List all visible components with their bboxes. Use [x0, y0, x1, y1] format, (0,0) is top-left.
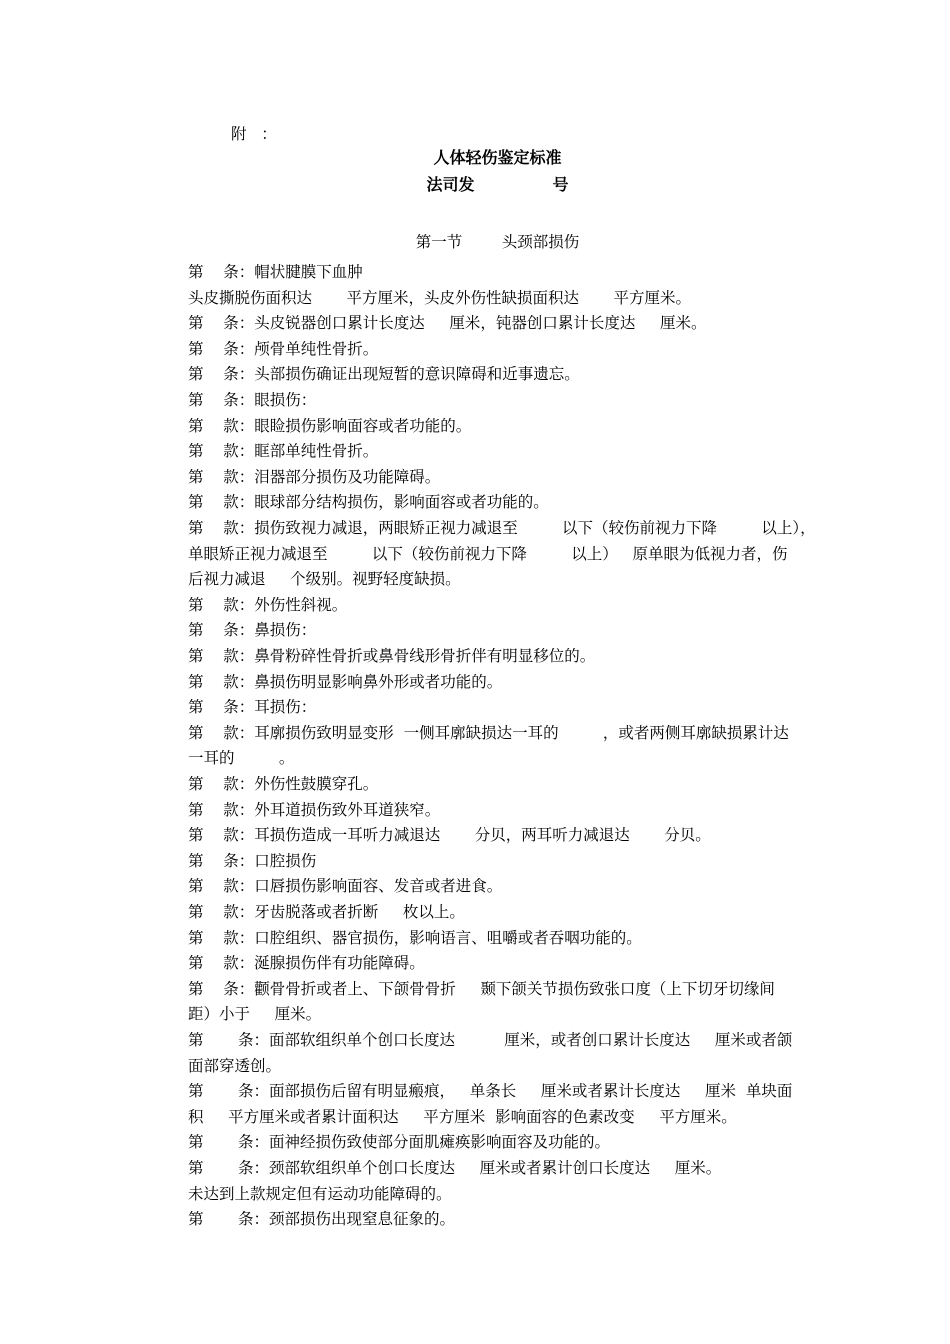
text-line: 头皮撕脱伤面积达 平方厘米，头皮外伤性缺损面积达 平方厘米。: [188, 288, 691, 307]
text-line: 单眼矫正视力减退至 以下（较伤前视力下降 以上） 原单眼为低视力者，伤: [188, 544, 788, 563]
text-line: 第 条：耳损伤：: [188, 698, 317, 717]
text-line: 未达到上款规定但有运动功能障碍的。: [188, 1184, 452, 1203]
text-line: 第 款：外耳道损伤致外耳道狭窄。: [188, 800, 441, 819]
text-line: 第 条：面部软组织单个创口长度达 厘米，或者创口累计长度达 厘米或者颌: [188, 1031, 793, 1049]
text-line: 第 条：头皮锐器创口累计长度达 厘米，钝器创口累计长度达 厘米。: [188, 314, 707, 333]
text-line: 距）小于 厘米。: [188, 1005, 322, 1024]
text-line: 第 条：面部损伤后留有明显瘢痕， 单条长 厘米或者累计长度达 厘米 单块面: [188, 1082, 793, 1101]
text-line: 第 款：外伤性斜视。: [188, 595, 348, 614]
text-line: 第 条：颈部损伤出现窒息征象的。: [188, 1210, 455, 1229]
text-line: 第 款：泪器部分损伤及功能障碍。: [188, 467, 441, 486]
text-line: 第 款：口唇损伤影响面容、发音或者进食。: [188, 877, 503, 896]
document-number: 法司发 号: [426, 175, 569, 194]
text-line: 第 条：颈部软组织单个创口长度达 厘米或者累计创口长度达 厘米。: [188, 1159, 722, 1177]
text-line: 第 条：颧骨骨折或者上、下颌骨骨折 颞下颌关节损伤致张口度（上下切牙切缘间: [188, 979, 775, 998]
text-line: 第 款：口腔组织、器官损伤，影响语言、咀嚼或者吞咽功能的。: [188, 928, 642, 947]
text-line: 第 条：鼻损伤：: [188, 621, 317, 640]
text-line: 第 款：鼻骨粉碎性骨折或鼻骨线形骨折伴有明显移位的。: [188, 647, 596, 665]
text-line: 第 条：口腔损伤: [188, 851, 317, 870]
text-line: 第 款：眼球部分结构损伤，影响面容或者功能的。: [188, 493, 549, 512]
text-line: 积 平方厘米或者累计面积达 平方厘米 影响面容的色素改变 平方厘米。: [188, 1107, 737, 1126]
document-title: 人体轻伤鉴定标准: [433, 148, 562, 167]
text-line: 第 款：鼻损伤明显影响鼻外形或者功能的。: [188, 672, 503, 691]
attachment-label: 附 ：: [231, 125, 277, 143]
text-line: 第 款：耳廓损伤致明显变形 一侧耳廓缺损达一耳的 ，或者两侧耳廓缺损累计达: [188, 723, 789, 742]
text-line: 第 条：颅骨单纯性骨折。: [188, 339, 379, 358]
text-line: 第 款：眶部单纯性骨折。: [188, 442, 379, 461]
text-line: 第 款：外伤性鼓膜穿孔。: [188, 775, 379, 793]
text-line: 第 条：帽状腱膜下血肿: [188, 263, 363, 281]
text-line: 第 条：面神经损伤致使部分面肌瘫痪影响面容及功能的。: [188, 1133, 610, 1152]
text-line: 第 款：眼睑损伤影响面容或者功能的。: [188, 416, 472, 435]
text-line: 第 条：头部损伤确证出现短暂的意识障碍和近事遗忘。: [188, 365, 580, 384]
text-line: 第 款：牙齿脱落或者折断 枚以上。: [188, 903, 465, 921]
text-line: 第 款：涎腺损伤伴有功能障碍。: [188, 954, 425, 973]
text-line: 第 款：耳损伤造成一耳听力减退达 分贝，两耳听力减退达 分贝。: [188, 826, 711, 845]
text-line: 第 款：损伤致视力减退，两眼矫正视力减退至 以下（较伤前视力下降 以上），: [188, 519, 816, 537]
text-line: 后视力减退 个级别。视野轻度缺损。: [188, 570, 461, 589]
text-line: 一耳的 。: [188, 749, 295, 768]
section-heading: 第一节 头颈部损伤: [415, 233, 580, 251]
text-line: 第 条：眼损伤：: [188, 391, 317, 409]
text-line: 面部穿透创。: [188, 1056, 282, 1075]
